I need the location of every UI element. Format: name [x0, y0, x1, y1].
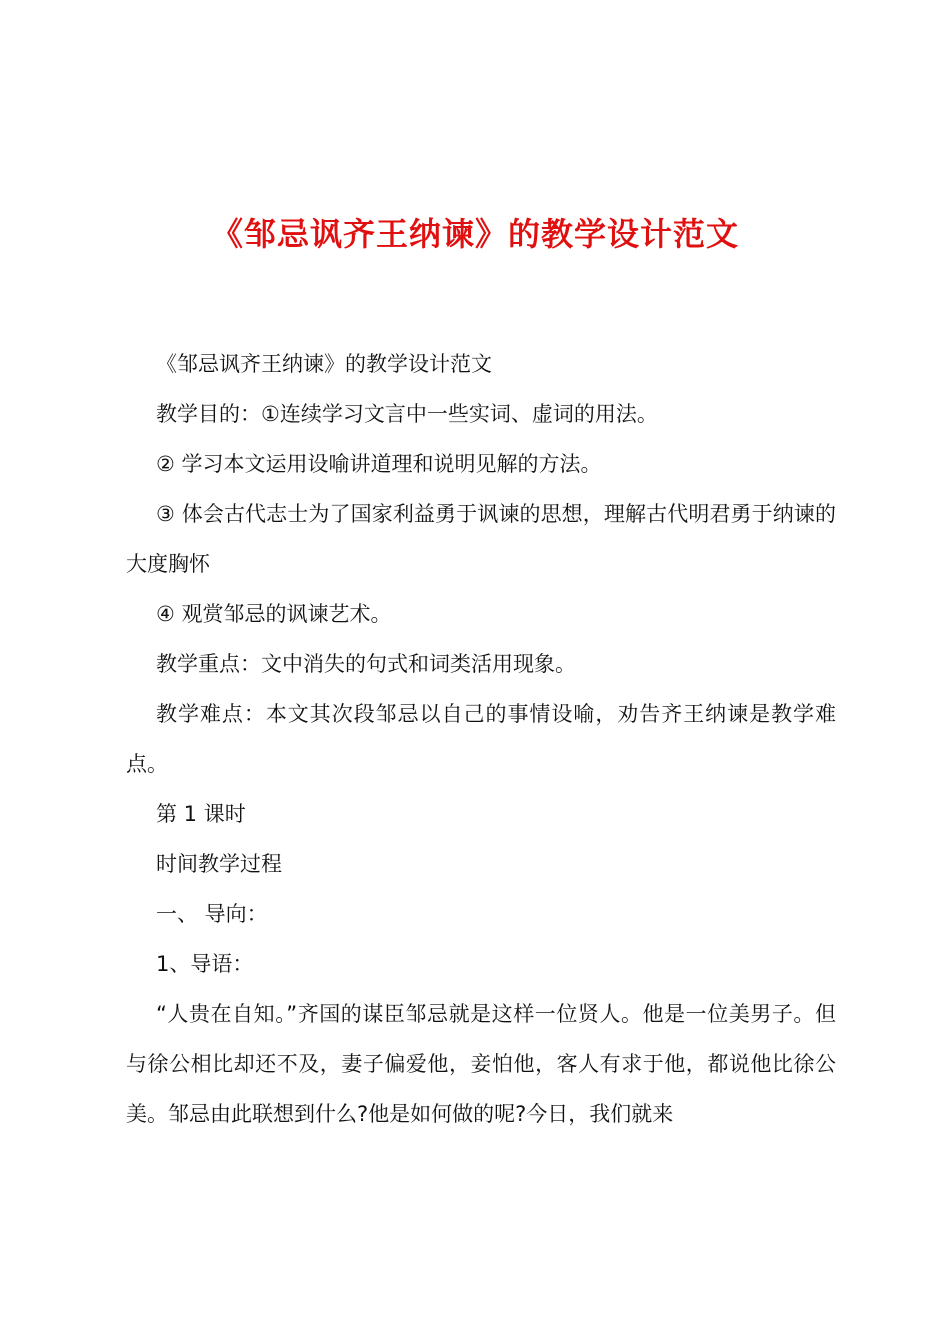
- paragraph-process-heading: 时间教学过程: [156, 852, 282, 876]
- paragraph-difficulties: 教学难点：本文其次段邹忌以自己的事情设喻，劝告齐王纳谏是教学难点。: [126, 702, 836, 776]
- paragraph-section-one: 一、 导向：: [156, 902, 268, 926]
- document-body: [126, 339, 836, 1139]
- paragraph-lesson-number: 第 1 课时: [156, 802, 246, 826]
- paragraph-subtitle: 《邹忌讽齐王纳谏》的教学设计范文: [156, 352, 492, 376]
- paragraph-key-points: 教学重点：文中消失的句式和词类活用现象。: [156, 652, 576, 676]
- paragraph-intro-heading: 1、导语：: [156, 952, 254, 976]
- paragraph-teaching-goal: 教学目的：①连续学习文言中一些实词、虚词的用法。: [156, 402, 658, 426]
- paragraph-goal-3: ③ 体会古代志士为了国家利益勇于讽谏的思想，理解古代明君勇于纳谏的大度胸怀: [126, 502, 836, 576]
- document-title: 《邹忌讽齐王纳谏》的教学设计范文: [210, 215, 739, 253]
- paragraph-goal-2: ② 学习本文运用设喻讲道理和说明见解的方法。: [156, 452, 602, 476]
- paragraph-intro-text: “人贵在自知。”齐国的谋臣邹忌就是这样一位贤人。他是一位美男子。但与徐公相比却还不及，妻子偏爱他，妾怕他，客人有求于他，都说他比徐公美。邹忌由此联想到什么?他是如何做的呢?今日，我们就来: [126, 1002, 836, 1126]
- paragraph-goal-4: ④ 观赏邹忌的讽谏艺术。: [156, 602, 392, 626]
